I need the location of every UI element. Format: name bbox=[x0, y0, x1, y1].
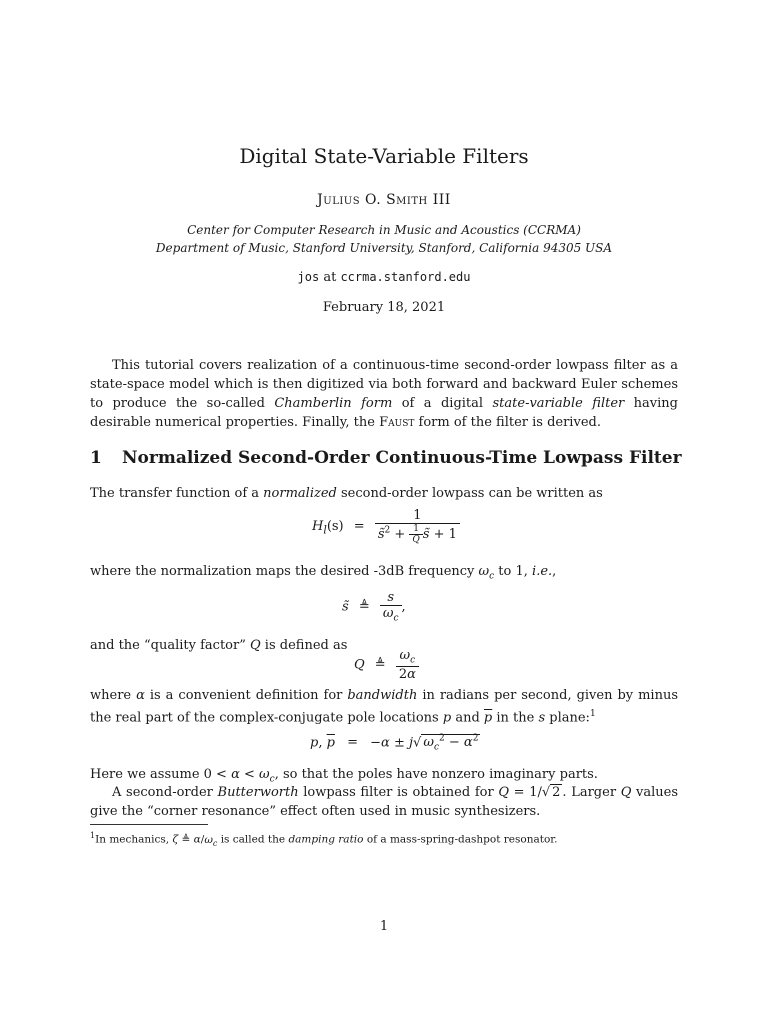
footnote: $^1$In mechanics, ζ ≜ $\alpha/\omega_c$ is called the damping ratio of a mass-spring-dashpot resonator. bbox=[90, 831, 558, 848]
equation-quality-factor: Q ≜ $\frac{\omega_c}{2\alpha}$ bbox=[354, 648, 419, 682]
transfer-function-intro: The transfer function of a normalized second-order lowpass can be written as bbox=[90, 486, 603, 501]
author-name: Julius O. Smith III bbox=[317, 192, 451, 208]
author-email bbox=[0, 270, 768, 285]
page-number: 1 bbox=[379, 919, 389, 934]
email-user: jos bbox=[297, 270, 320, 284]
section-number: 1 bbox=[90, 448, 102, 468]
assumption-text: Here we assume $0 < \alpha < \omega_c$, so that the poles have nonzero imaginary parts. bbox=[90, 767, 598, 785]
quality-factor-text: and the “quality factor” Q is defined as bbox=[90, 638, 348, 653]
affiliation-line-1: Center for Computer Research in Music and Acoustics (CCRMA) bbox=[187, 223, 581, 237]
email-domain: ccrma.stanford.edu bbox=[340, 270, 471, 284]
bandwidth-text: where α is a convenient definition for bandwidth in radians per second, given by minus the real part of the complex-conjugate pole locations p and $\overline{p}$ in the s plane:$^1$ bbox=[90, 688, 678, 726]
equation-transfer-function: $H_l(s)$ = 1 s̃$^2$ + $\frac{1}{Q}$ s̃ + 1 bbox=[312, 508, 460, 545]
equation-normalized-s: s̃ ≜ $\frac{s}{\omega_c}$ , bbox=[342, 590, 406, 624]
footnote-marker: 1 bbox=[589, 709, 596, 719]
publication-date: February 18, 2021 bbox=[322, 300, 446, 315]
normalization-text: where the normalization maps the desired -3dB frequency $\omega_c$ to 1, i.e., bbox=[90, 564, 557, 582]
section-title: Normalized Second-Order Continuous-Time Lowpass Filter bbox=[122, 448, 682, 468]
affiliation-line-2: Department of Music, Stanford University, Stanford, California 94305 USA bbox=[155, 241, 613, 255]
abstract-paragraph: This tutorial covers realization of a continuous-time second-order lowpass filter as a state-space model which is then digitized via both forward and backward Euler schemes to produce the so-called Chamberlin form of a digital state-variable filter having desirable numerical properties. Finally, the Faust form of the filter is derived. bbox=[90, 358, 678, 430]
paper-title: Digital State-Variable Filters bbox=[239, 144, 529, 168]
butterworth-text: A second-order Butterworth lowpass filter is obtained for Q = 1/√ 2 . Larger Q values give the “corner resonance” effect often used in music synthesizers. bbox=[90, 785, 679, 819]
section-heading bbox=[90, 448, 682, 468]
email-at: at bbox=[319, 270, 341, 285]
footnote-rule bbox=[90, 824, 208, 825]
equation-pole-locations: p, $\overline{p} = -\alpha \pm j√$ $\omega_c^2 - \alpha^2$ bbox=[310, 734, 479, 753]
